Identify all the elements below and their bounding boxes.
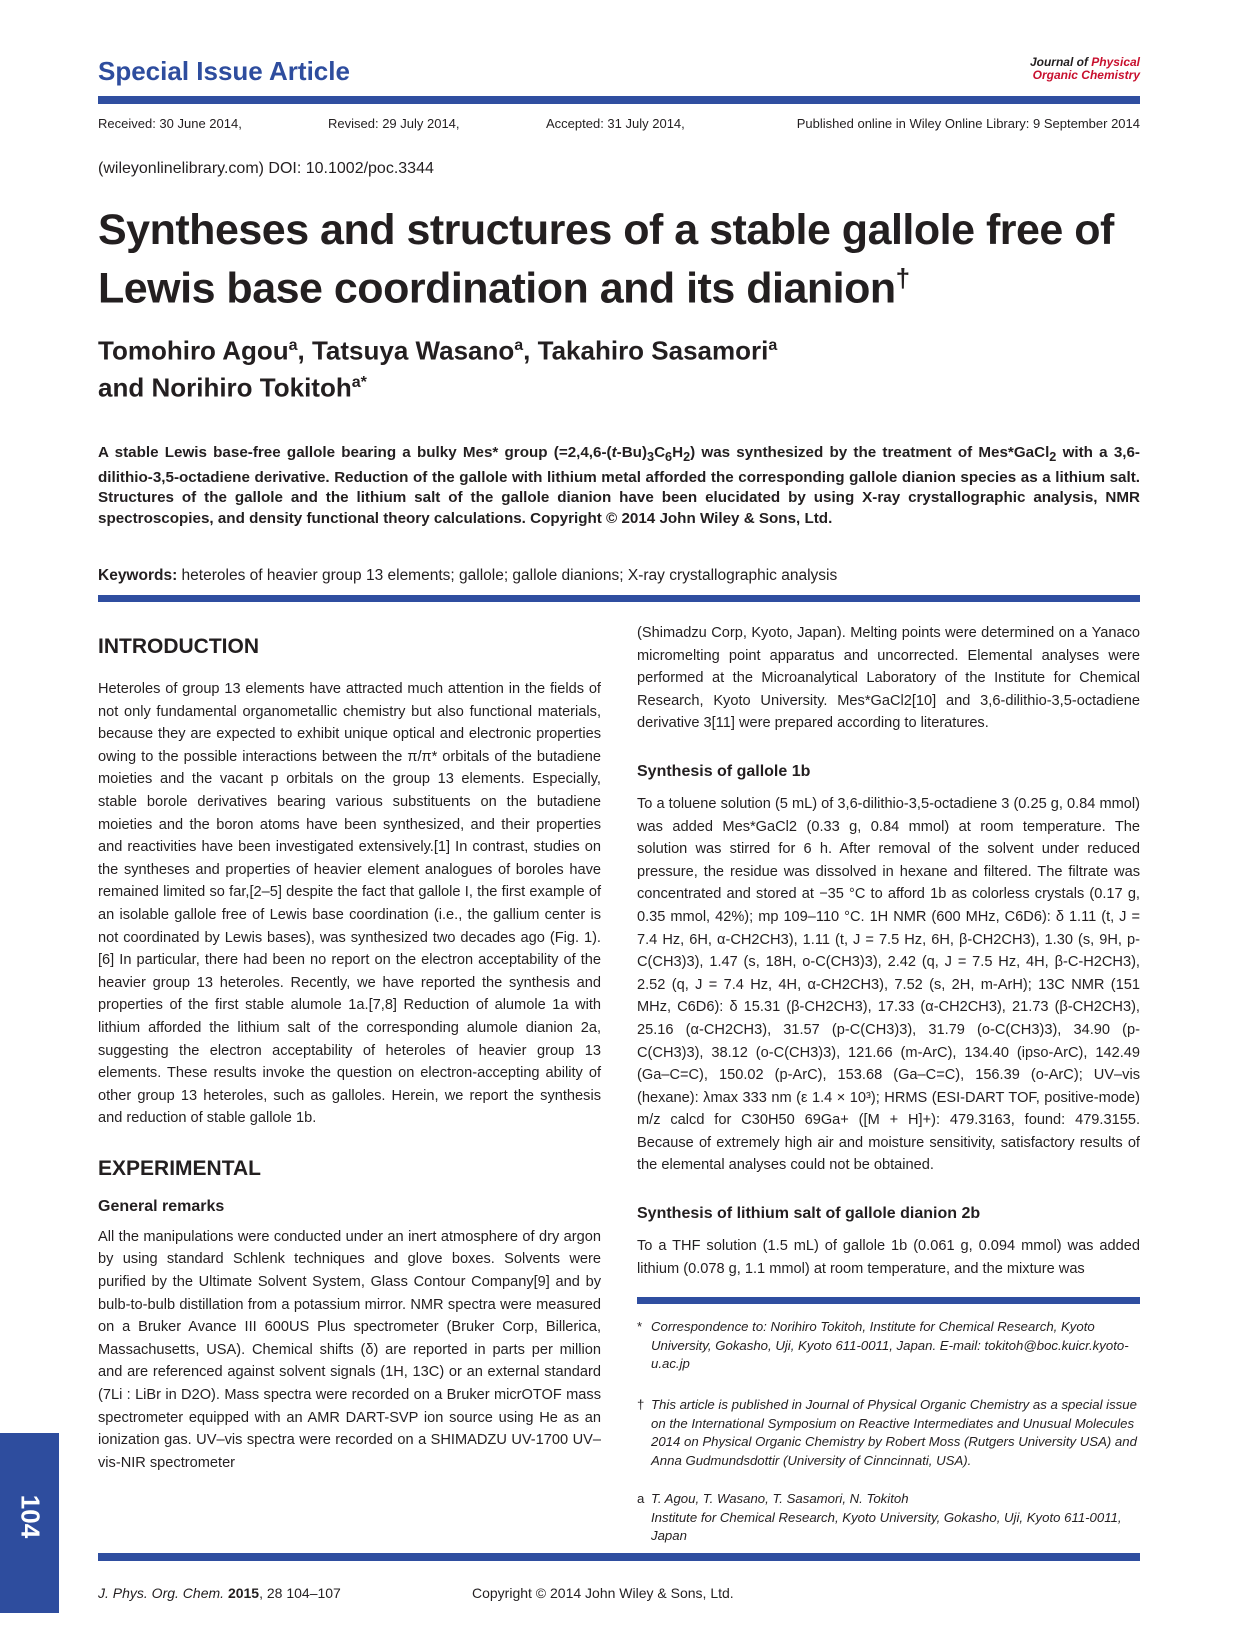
accepted-date: Accepted: 31 July 2014,: [546, 116, 685, 131]
special-issue-footnote: † This article is published in Journal of Physical Organic Chemistry as a special issue on the International Symposium on Reactive Intermediates and Unusual Molecules 2014 on Physical Organic Chemistry by Robert Moss (Rutgers University USA) and Anna Gudmundsdottir (University of Cinncinnati, USA).: [637, 1397, 1137, 1468]
dianion-synthesis-paragraph: To a THF solution (1.5 mL) of gallole 1b (0.061 g, 0.094 mmol) was added lithium (0.078 g, 1.1 mmol) at room temperature, and the mixture was: [637, 1238, 1140, 1277]
author-name: Takahiro Sasamori: [537, 335, 769, 366]
author-name: Tatsuya Wasano: [311, 335, 515, 366]
keywords: Keywords: heteroles of heavier group 13 elements; gallole; gallole dianions; X-ray crystallographic analysis: [98, 567, 838, 584]
author-name: Norihiro Tokitoh: [151, 372, 352, 403]
intro-heading: INTRODUCTION: [98, 635, 259, 658]
header-rule: [98, 96, 1140, 104]
correspondence-footnote: * Correspondence to: Norihiro Tokitoh, Institute for Chemical Research, Kyoto University, Gokasho, Uji, Kyoto 611-0011, Japan. E-mail: tokitoh@boc.kuicr.kyoto-u.ac.jp: [637, 1319, 1129, 1371]
author-list: Tomohiro Agou$^a$, Tatsuya Wasano$^a$, Takahiro Sasamori$^a$ and Norihiro Tokitoh$^{a*}$: [98, 335, 778, 403]
experimental-heading: EXPERIMENTAL: [98, 1156, 261, 1180]
journal-logo: Journal of Physical Organic Chemistry: [1029, 55, 1140, 82]
dianion-synthesis-heading: Synthesis of lithium salt of gallole dianion 2b: [637, 1205, 981, 1223]
footnote-rule: [637, 1297, 1140, 1304]
author-name: Tomohiro Agou: [98, 335, 289, 366]
revised-date: Revised: 29 July 2014,: [328, 116, 460, 131]
section-label: Special Issue Article: [98, 56, 350, 86]
page-number-tab: [0, 1433, 59, 1613]
footer-citation: J. Phys. Org. Chem. 2015, 28 104–107: [98, 1585, 341, 1601]
keywords-rule: [98, 595, 1140, 602]
footer-rule: [98, 1553, 1140, 1561]
gallole-synthesis-paragraph: To a toluene solution (5 mL) of 3,6-dilithio-3,5-octadiene 3 (0.25 g, 0.84 mmol) was added Mes*GaCl2 (0.33 g, 0.84 mmol) at room temperature. The solution was stirred for 6 h. After removal of the solvent under reduced pressure, the residue was dissolved in hexane and filtered. The filtrate was concentrated and stored at −35 °C to afford 1b as colorless crystals (0.17 g, 0.35 mmol, 42%); mp 109–110 °C. 1H NMR (600 MHz, C6D6): δ 1.11 (t, J = 7.4 Hz, 6H, α-CH2CH3), 1.11 (t, J = 7.5 Hz, 6H, β-CH2CH3), 1.30 (s, 9H, p-C(CH3)3), 1.47 (s, 18H, o-C(CH3)3), 2.42 (q, J = 7.5 Hz, 4H, β-C-H2CH3), 2.52 (q, J = 7.4 Hz, 4H, α-CH2CH3), 7.52 (s, 2H, m-ArH); 13C NMR (151 MHz, C6D6): δ 15.31 (β-CH2CH3), 17.33 (α-CH2CH3), 21.73 (β-CH2CH3), 25.16 (α-CH2CH3), 31.57 (p-C(CH3)3), 31.79 (o-C(CH3)3), 34.90 (p-C(CH3)3), 38.12 (o-C(CH3)3), 121.66 (m-ArC), 134.40 (ipso-ArC), 142.49 (Ga–C=C), 150.02 (p-ArC), 153.68 (Ga–C=C), 156.39 (o-ArC); UV–vis (hexane): λmax 333 nm (ε 1.4 × 10³); HRMS (ESI-DART TOF, positive-mode) m/z calcd for C30H50 69Ga+ ([M + H]+): 479.3163, found: 479.3155. Because of extremely high air and moisture sensitivity, satisfactory results of the elemental analyses could not be obtained.: [637, 795, 1140, 1174]
gallole-synthesis-heading: Synthesis of gallole 1b: [637, 762, 811, 780]
general-remarks-heading: General remarks: [98, 1197, 225, 1215]
title-dagger: †: [895, 263, 910, 293]
doi-line: (wileyonlinelibrary.com) DOI: 10.1002/poc.3344: [98, 160, 434, 177]
article-title: Syntheses and structures of a stable gallole free of Lewis base coordination and its dianion†: [98, 206, 1114, 313]
left-column: [98, 622, 601, 1474]
footer-copyright: Copyright © 2014 John Wiley & Sons, Ltd.: [472, 1585, 734, 1601]
general-remarks-continued: (Shimadzu Corp, Kyoto, Japan). Melting points were determined on a Yanaco micromelting point apparatus and uncorrected. Elemental analyses were performed at the Microanalytical Laboratory of the Institute for Chemical Research, Kyoto University. Mes*GaCl2[10] and 3,6-dilithio-3,5-octadiene derivative 3[11] were prepared according to literatures.: [637, 625, 1140, 732]
right-column: [637, 622, 1140, 1280]
page-number: 104: [15, 1494, 46, 1539]
abstract: A stable Lewis base-free gallole bearing a bulky Mes* group $(=2,4,6-(t-Bu)_3C_6H_2)$ was synthesized by the treatment of Mes*GaCl$_2$ with a 3,6-dilithio-3,5-octadiene derivative. Reduction of the gallole with lithium metal afforded the corresponding gallole dianion species as a lithium salt. Structures of the gallole and the lithium salt of the gallole dianion have been elucidated by using X-ray crystallographic analysis, NMR spectroscopies, and density functional theory calculations. Copyright © 2014 John Wiley & Sons, Ltd.: [98, 444, 1140, 527]
published-date: Published online in Wiley Online Library: 9 September 2014: [796, 116, 1140, 131]
general-remarks-paragraph: All the manipulations were conducted under an inert atmosphere of dry argon by using standard Schlenk techniques and glove boxes. Solvents were purified by the Ultimate Solvent System, Glass Contour Company[9] and by bulb-to-bulb distillation from a potassium mirror. NMR spectra were measured on a Bruker Avance III 600US Plus spectrometer (Bruker Corp, Billerica, Massachusetts, USA). Chemical shifts (δ) are reported in parts per million and are referenced against solvent signals (1H, 13C) or an external standard (7Li : LiBr in D2O). Mass spectra were recorded on a Bruker micrOTOF mass spectrometer equipped with an AMR DART-SVP ion source using He as an ionization gas. UV–vis spectra were recorded on a SHIMADZU UV-1700 UV–vis-NIR spectrometer: [98, 1228, 601, 1471]
received-date: Received: 30 June 2014,: [98, 116, 242, 131]
intro-paragraph: Heteroles of group 13 elements have attracted much attention in the fields of not only fundamental organometallic chemistry but also functional materials, because they are expected to exhibit unique optical and electronic properties owing to the possible interactions between the π/π* orbitals of the butadiene moieties and the vacant p orbitals on the group 13 elements. Especially, stable borole derivatives bearing various substituents on the butadiene moieties and the boron atoms have been synthesized, and their properties and reactivities have been investigated extensively.[1] In contrast, studies on the syntheses and properties of heavier element analogues of boroles have remained limited so far,[2–5] despite the fact that gallole I, the first example of an isolable gallole free of Lewis base coordination (i.e., the gallium center is not coordinated by Lewis bases), was synthesized two decades ago (Fig. 1).[6] In particular, there had been no report on the electron acceptability of the heavier group 13 heteroles. Recently, we have reported the synthesis and properties of the first stable alumole 1a.[7,8] Reduction of alumole 1a with lithium afforded the lithium salt of the corresponding alumole dianion 2a, suggesting the electron acceptability of heteroles of heavier group 13 elements. These results invoke the question on electron-accepting ability of other group 13 heteroles, such as galloles. Herein, we report the synthesis and reduction of stable gallole 1b.: [98, 681, 601, 1127]
affiliation-footnote: a T. Agou, T. Wasano, T. Sasamori, N. Tokitoh Institute for Chemical Research, Kyoto University, Gokasho, Uji, Kyoto 611-0011, Japan: [637, 1491, 1122, 1543]
